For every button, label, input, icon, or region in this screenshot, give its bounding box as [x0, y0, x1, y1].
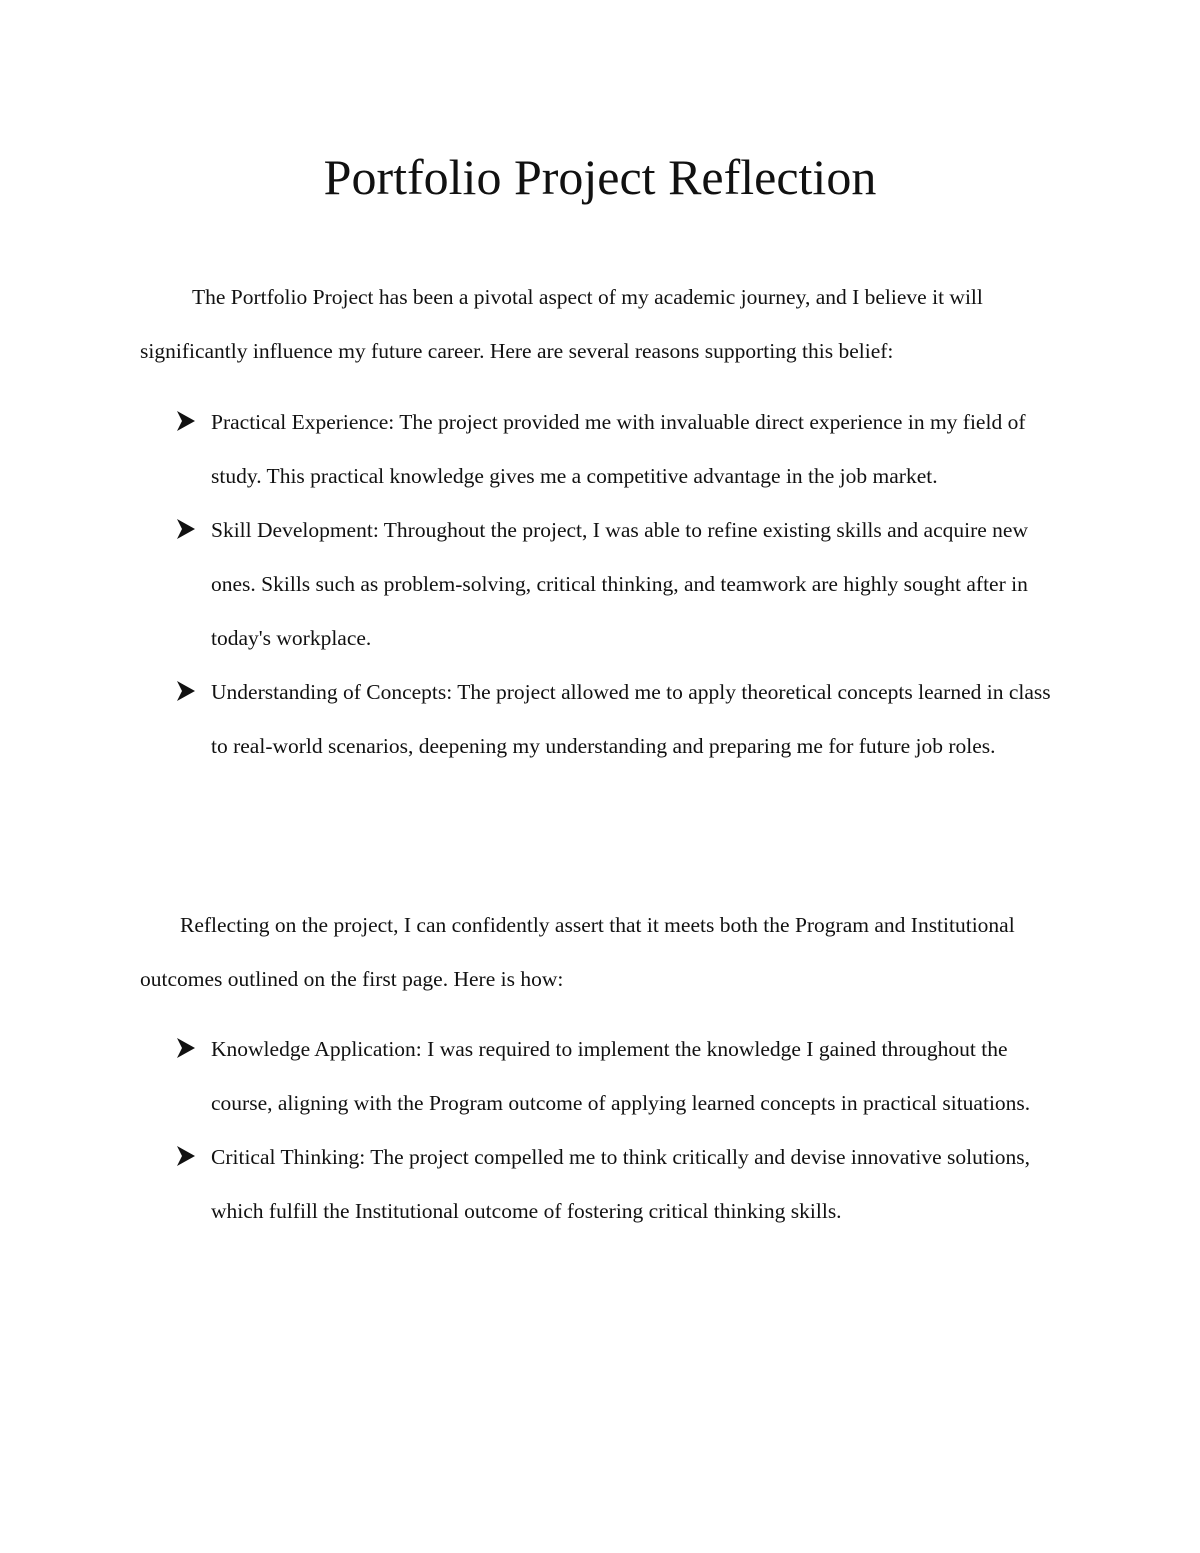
list-item-text: Skill Development: Throughout the project, I was able to refine existing skills and acquire new ones. Skills such as problem-solving, critical thinking, and teamwork are highly sought after in today's workplace. [211, 518, 1028, 650]
list-item-text: Critical Thinking: The project compelled me to think critically and devise innovative solutions, which fulfill the Institutional outcome of fostering critical thinking skills. [211, 1145, 1031, 1223]
list-item-text: Understanding of Concepts: The project allowed me to apply theoretical concepts learned in class to real-world scenarios, deepening my understanding and preparing me for future job roles. [211, 680, 1051, 758]
list-item [0, 665, 1066, 773]
list-item [0, 503, 1066, 665]
arrowhead-bullet-icon [176, 1037, 196, 1059]
list-item [0, 1022, 1066, 1130]
list-item-text: Practical Experience: The project provided me with invaluable direct experience in my field of study. This practical knowledge gives me a competitive advantage in the job market. [211, 410, 1026, 488]
list-item [0, 1130, 1066, 1238]
arrowhead-bullet-icon [176, 680, 196, 702]
list-item [0, 395, 1066, 503]
page-title: Portfolio Project Reflection [323, 149, 877, 205]
arrowhead-bullet-icon [176, 1145, 196, 1167]
reflection-paragraph [140, 898, 1070, 1006]
intro-paragraph [140, 270, 1070, 378]
outcomes-list [0, 1022, 1200, 1238]
arrowhead-bullet-icon [176, 410, 196, 432]
reflection-paragraph-text: Reflecting on the project, I can confidently assert that it meets both the Program and Institutional outcomes outlined on the first page. Here is how: [140, 913, 1015, 991]
reasons-list [0, 395, 1200, 773]
intro-paragraph-text: The Portfolio Project has been a pivotal aspect of my academic journey, and I believe it will significantly influence my future career. Here are several reasons supporting this belief: [140, 285, 983, 363]
arrowhead-bullet-icon [176, 518, 196, 540]
list-item-text: Knowledge Application: I was required to implement the knowledge I gained throughout the course, aligning with the Program outcome of applying learned concepts in practical situations. [211, 1037, 1031, 1115]
